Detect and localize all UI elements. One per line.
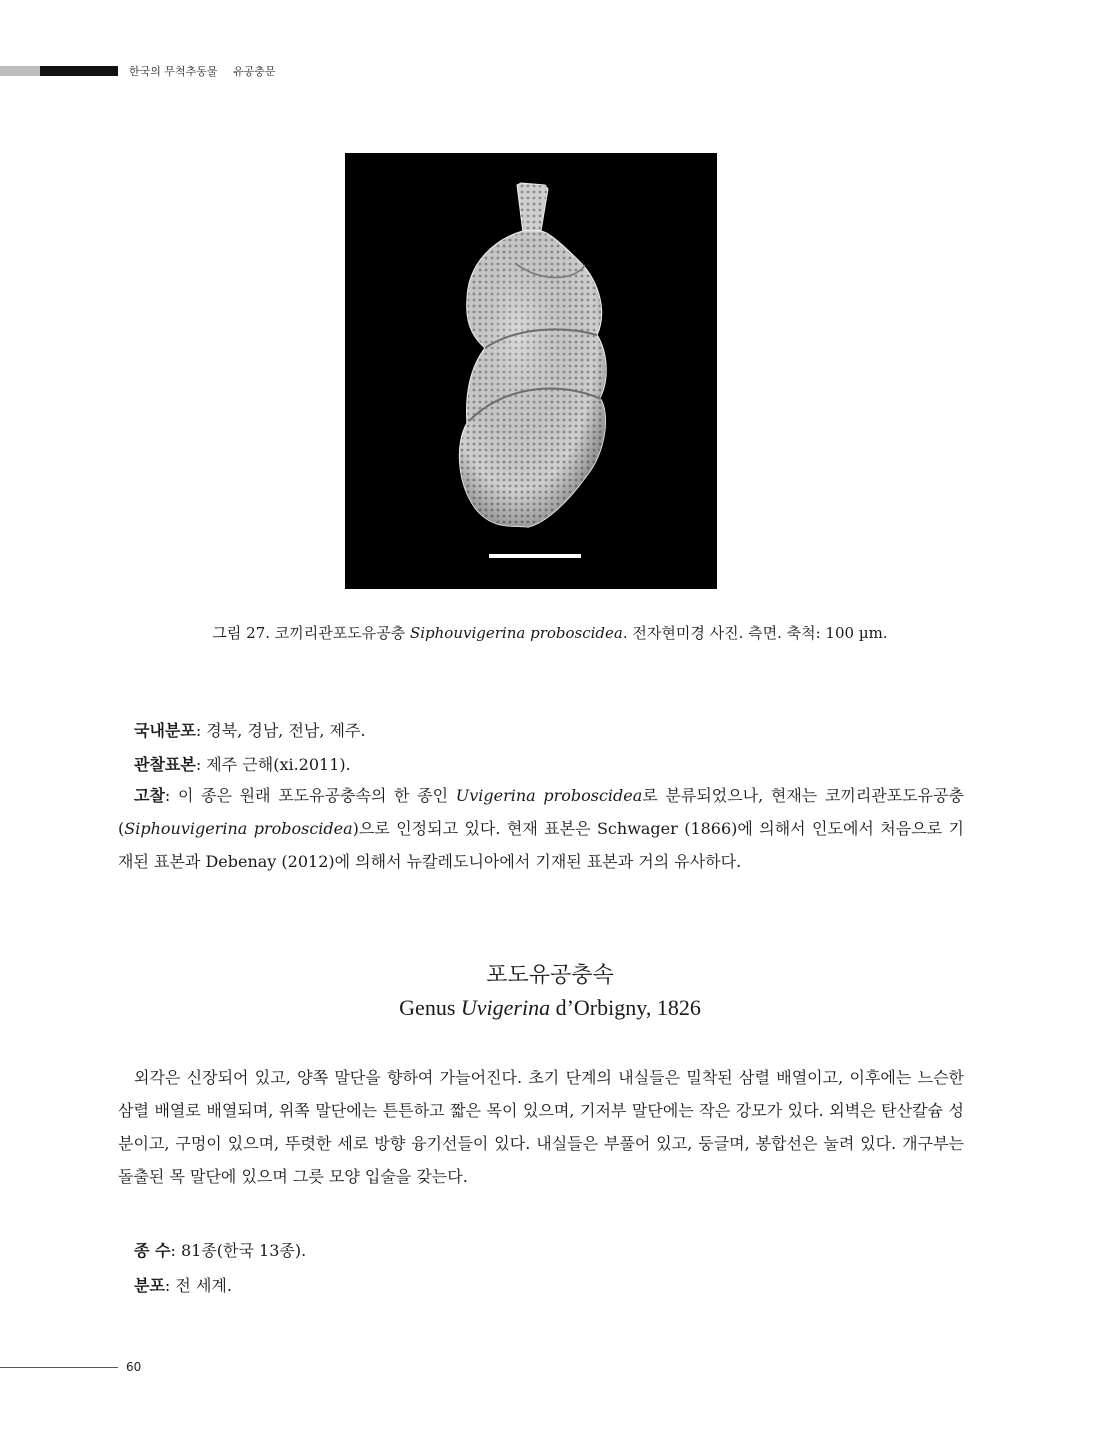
- distribution-label: 국내분포: [134, 721, 196, 740]
- running-header: [129, 63, 276, 79]
- remarks-text-3: )으로 인정되고 있다. 현재 표본은 Schwager (1866)에 의해서 인도에서 처음으로 기재된 표본과 Debenay (2012)에 의해서 뉴칼레도니아에서 기재된 표본과 거의 유사하다.: [118, 819, 964, 871]
- genus-title-prefix: Genus: [399, 995, 461, 1020]
- specimen-value: : 제주 근해(xi.2011).: [195, 755, 351, 774]
- species-count-value: : 81종(한국 13종).: [170, 1241, 307, 1260]
- remarks-label: 고찰: [134, 786, 165, 805]
- domestic-distribution: [134, 718, 366, 741]
- genus-title-korean: 포도유공충속: [486, 963, 614, 988]
- genus-title-author: d’Orbigny, 1826: [550, 995, 701, 1020]
- remarks-paragraph: [118, 779, 964, 878]
- genus-distribution-label: 분포: [134, 1276, 165, 1295]
- header-book-title: 한국의 무척추동물: [129, 65, 218, 78]
- page-number: 60: [126, 1360, 142, 1374]
- genus-distribution: [134, 1273, 232, 1296]
- sem-photograph: [345, 153, 717, 589]
- species-count-label: 종 수: [134, 1241, 171, 1260]
- header-gray-bar: [0, 66, 40, 76]
- genus-distribution-value: : 전 세계.: [164, 1276, 232, 1295]
- footer-rule: [0, 1367, 118, 1368]
- genus-title-name: Uvigerina: [460, 995, 551, 1020]
- header-section-title: 유공충문: [233, 65, 276, 78]
- specimen-label: 관찰표본: [134, 755, 196, 774]
- foraminifera-specimen-image: [345, 153, 717, 589]
- header-black-bar: [40, 66, 118, 76]
- scale-bar: [489, 554, 581, 558]
- genus-title-latin: [0, 995, 1100, 1021]
- remarks-species-1: Uvigerina proboscidea: [455, 786, 643, 805]
- species-count: [134, 1238, 306, 1261]
- remarks-species-2: Siphouvigerina proboscidea: [124, 819, 353, 838]
- distribution-value: : 경북, 경남, 전남, 제주.: [195, 721, 366, 740]
- caption-suffix: . 전자현미경 사진. 측면. 축척: 100 µm.: [622, 624, 888, 642]
- remarks-text-2: 로 분류되었으나, 현재는 코끼리관포도유공충(: [118, 786, 965, 838]
- genus-description: 외각은 신장되어 있고, 양쪽 말단을 향하여 가늘어진다. 초기 단계의 내실들은 밀착된 삼렬 배열이고, 이후에는 느슨한 삼렬 배열로 배열되며, 위쪽 말단에는 튼튼하고 짧은 목이 있으며, 기저부 말단에는 작은 강모가 있다. 외벽은 탄산칼슘 성분이고, 구멍이 있으며, 뚜렷한 세로 방향 융기선들이 있다. 내실들은 부풀어 있고, 둥글며, 봉합선은 눌려 있다. 개구부는 돌출된 목 말단에 있으며 그릇 모양 입술을 갖는다.: [118, 1068, 964, 1186]
- figure-caption: [0, 622, 1100, 643]
- caption-species: Siphouvigerina proboscidea: [409, 624, 623, 642]
- examined-specimen: [134, 752, 351, 775]
- caption-prefix: 그림 27. 코끼리관포도유공충: [212, 624, 410, 642]
- remarks-text-1: : 이 종은 원래 포도유공충속의 한 종인: [164, 786, 456, 805]
